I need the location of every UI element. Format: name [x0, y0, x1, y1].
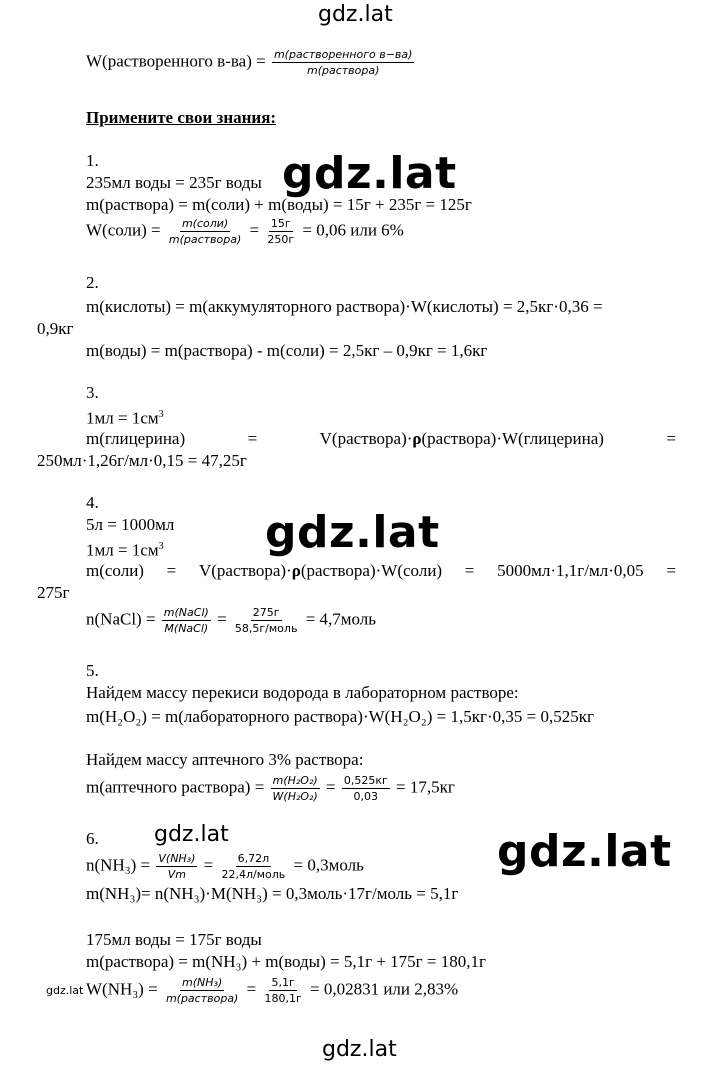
formula-fraction [272, 48, 414, 77]
eq-lhs: m(аптечного раствора) = [86, 777, 265, 797]
fraction [164, 976, 240, 1005]
text-line [86, 405, 164, 429]
text-line: m(раствора) = m(соли) + m(воды) = 15г + 235г = 125г [86, 195, 472, 214]
fraction [265, 217, 296, 246]
eq-lhs: n(NaCl) = [86, 609, 156, 629]
text: 1мл = 1см [86, 408, 159, 428]
text-line: m(воды) = m(раствора) - m(соли) = 2,5кг – 0,9кг = 1,6кг [86, 341, 488, 360]
eq-rhs: = 0,02831 или 2,83% [309, 979, 459, 999]
superscript: 3 [158, 541, 164, 552]
eq-rhs: = 17,5кг [396, 777, 455, 797]
text-line: 0,9кг [37, 319, 74, 338]
section-heading: Примените свои знания: [86, 108, 277, 127]
equals: = [464, 561, 475, 580]
text [199, 561, 442, 581]
fraction-denominator: W(H₂O₂) [272, 790, 318, 803]
watermark-top: gdz.lat [318, 2, 393, 27]
fraction-numerator: m(NaCl) [163, 606, 209, 619]
definition-formula [86, 48, 416, 77]
text-line: Найдем массу аптечного 3% раствора: [86, 750, 364, 769]
equation-line [86, 976, 458, 1005]
text [320, 429, 604, 449]
eq-lhs: W(NH₃) = [86, 979, 158, 999]
watermark-large: gdz.lat [282, 148, 457, 199]
problem-number: 3. [86, 383, 99, 402]
equation-line [86, 217, 404, 246]
fraction-numerator: 0,525кг [343, 774, 388, 787]
equals: = [326, 777, 336, 797]
fraction-numerator: 15г [270, 217, 291, 230]
fraction [220, 852, 288, 881]
equals: = [166, 561, 177, 580]
fraction [342, 774, 390, 803]
fraction-numerator: m(NH₃) [182, 976, 223, 989]
fraction [233, 606, 300, 635]
fraction-denominator: 0,03 [353, 790, 379, 803]
fraction [162, 606, 211, 635]
fraction-numerator: m(соли) [181, 217, 229, 230]
fraction [167, 217, 243, 246]
text: m(глицерина) [86, 429, 186, 448]
watermark-small: gdz.lat [46, 984, 84, 997]
justified-line [86, 561, 676, 581]
text-line: m(кислоты) = m(аккумуляторного раствора)·W(кислоты) = 2,5кг·0,36 = [86, 297, 603, 316]
fraction-denominator: 58,5г/моль [234, 622, 298, 635]
equals: = [246, 979, 257, 999]
problem-number: 4. [86, 493, 99, 512]
text-line: 250мл·1,26г/мл·0,15 = 47,25г [37, 451, 247, 470]
fraction-denominator: M(NaCl) [164, 622, 209, 635]
problem-number: 2. [86, 273, 99, 292]
text: 1мл = 1см [86, 540, 159, 560]
formula-lhs: W(растворенного в-ва) = [86, 51, 266, 71]
equation-line [86, 774, 455, 803]
text-line: m(H₂O₂) = m(лабораторного раствора)·W(H₂O₂) = 1,5кг·0,35 = 0,525кг [86, 707, 594, 726]
fraction-numerator: m(H₂O₂) [272, 774, 318, 787]
equals: = [666, 561, 676, 580]
eq-lhs: W(соли) = [86, 220, 161, 240]
fraction-numerator: m(растворенного в−ва) [273, 48, 413, 61]
fraction-denominator: m(раствора) [165, 992, 239, 1005]
watermark-bottom: gdz.lat [322, 1037, 397, 1062]
watermark-large: gdz.lat [265, 507, 440, 558]
fraction-denominator: 250г [267, 233, 295, 246]
watermark-medium: gdz.lat [154, 822, 229, 847]
fraction [271, 774, 320, 803]
fraction-denominator: m(раствора) [168, 233, 242, 246]
text: (раствора)·W(соли) [300, 561, 443, 580]
text: V(раствора)· [198, 561, 292, 580]
eq-rhs: = 0,3моль [293, 855, 364, 875]
text: (раствора)·W(глицерина) [421, 429, 604, 448]
fraction-denominator: m(раствора) [307, 64, 380, 77]
fraction-numerator: 5,1г [271, 976, 295, 989]
text-line [86, 537, 164, 561]
rho-symbol: ρ [291, 561, 301, 580]
text-line: 275г [37, 583, 70, 602]
superscript: 3 [158, 409, 164, 420]
fraction-denominator: Vm [167, 868, 187, 881]
text: 5000мл·1,1г/мл·0,05 [497, 561, 644, 580]
text-line: 5л = 1000мл [86, 515, 175, 534]
equals: = [203, 855, 214, 875]
fraction [262, 976, 303, 1005]
justified-line [86, 429, 676, 449]
eq-lhs: n(NH₃) = [86, 855, 151, 875]
eq-rhs: = 0,06 или 6% [302, 220, 404, 240]
fraction-denominator: 180,1г [264, 992, 302, 1005]
fraction-denominator: 22,4л/моль [221, 868, 286, 881]
problem-number: 1. [86, 151, 99, 170]
problem-number: 5. [86, 661, 99, 680]
equals: = [249, 220, 260, 240]
watermark-large: gdz.lat [497, 826, 672, 877]
fraction-numerator: 275г [252, 606, 280, 619]
text-line: Найдем массу перекиси водорода в лабораторном растворе: [86, 683, 519, 702]
text-line: 175мл воды = 175г воды [86, 930, 262, 949]
text-line: m(раствора) = m(NH₃) + m(воды) = 5,1г + 175г = 180,1г [86, 952, 486, 971]
equals: = [247, 429, 258, 448]
fraction [156, 852, 197, 881]
rho-symbol: ρ [412, 429, 422, 448]
eq-rhs: = 4,7моль [305, 609, 377, 629]
fraction-numerator: 6,72л [237, 852, 270, 865]
text: V(раствора)· [319, 429, 413, 448]
text-line: m(NH₃)= n(NH₃)·M(NH₃) = 0,3моль·17г/моль = 5,1г [86, 884, 459, 903]
equation-line [86, 852, 364, 881]
problem-number: 6. [86, 829, 99, 848]
equals: = [666, 429, 676, 448]
text: m(соли) [86, 561, 144, 580]
fraction-numerator: V(NH₃) [158, 852, 196, 865]
equation-line [86, 606, 376, 635]
equals: = [217, 609, 227, 629]
text-line: 235мл воды = 235г воды [86, 173, 262, 192]
